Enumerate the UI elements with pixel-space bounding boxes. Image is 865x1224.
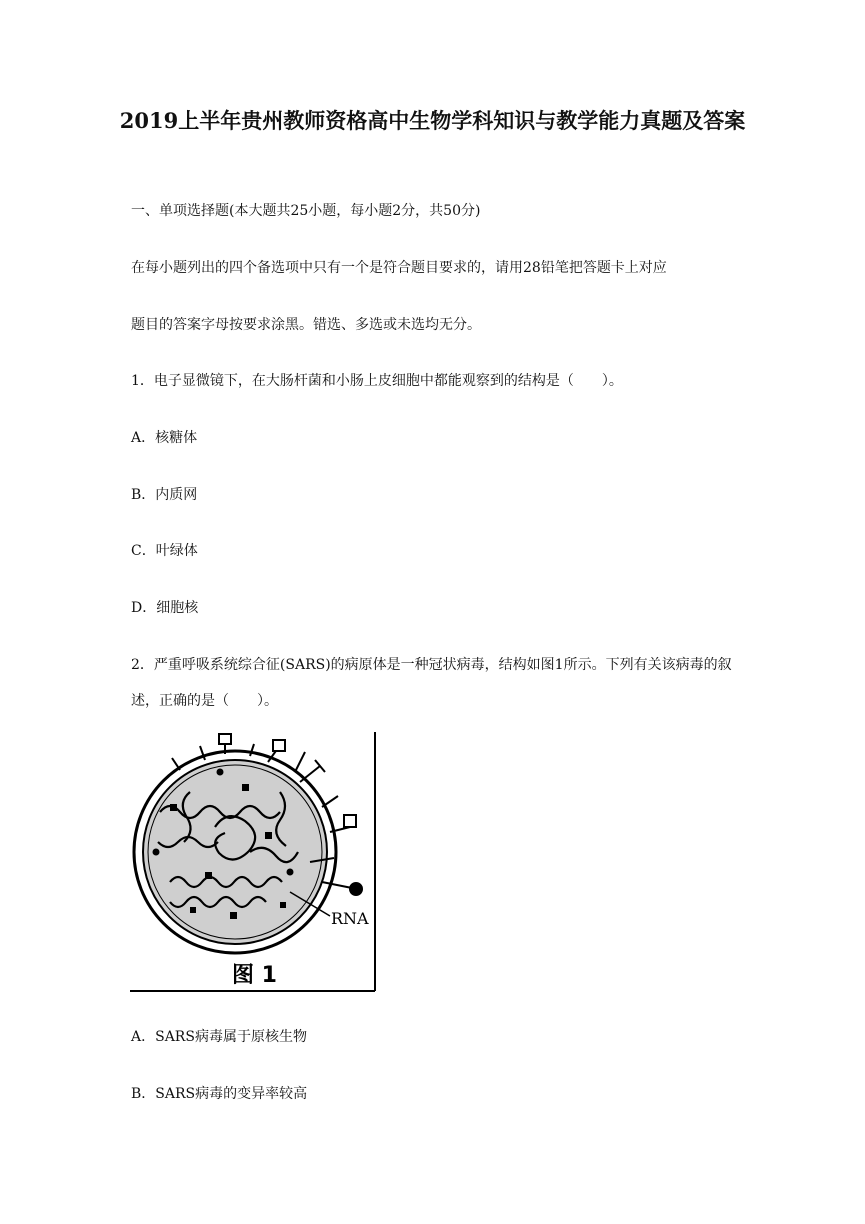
instructions-line-2: 题目的答案字母按要求涂黑。错选、多选或未选均无分。 bbox=[131, 317, 481, 333]
question-1-option-a: A．核糖体 bbox=[131, 430, 198, 446]
virus-figure bbox=[130, 732, 378, 994]
question-1-option-b: B．内质网 bbox=[131, 487, 198, 503]
instructions-line-1: 在每小题列出的四个备选项中只有一个是符合题目要求的，请用28铅笔把答题卡上对应 bbox=[131, 260, 667, 276]
question-2-option-b: B．SARS病毒的变异率较高 bbox=[131, 1086, 308, 1102]
section-heading: 一、单项选择题(本大题共25小题，每小题2分，共50分) bbox=[131, 203, 481, 219]
question-1-option-d: D．细胞核 bbox=[131, 600, 199, 616]
question-2-stem: 2．严重呼吸系统综合征(SARS)的病原体是一种冠状病毒，结构如图1所示。下列有关该病毒的叙述，正确的是（ ）。 bbox=[131, 657, 732, 709]
question-2-option-a: A．SARS病毒属于原核生物 bbox=[131, 1029, 307, 1045]
figure-caption: 图 1 bbox=[232, 963, 277, 988]
question-1-stem: 1．电子显微镜下，在大肠杆菌和小肠上皮细胞中都能观察到的结构是（ ）。 bbox=[131, 373, 623, 389]
rna-label: RNA bbox=[331, 909, 369, 928]
document-title: 2019上半年贵州教师资格高中生物学科知识与教学能力真题及答案 bbox=[119, 108, 746, 133]
question-1-option-c: C．叶绿体 bbox=[131, 543, 198, 559]
